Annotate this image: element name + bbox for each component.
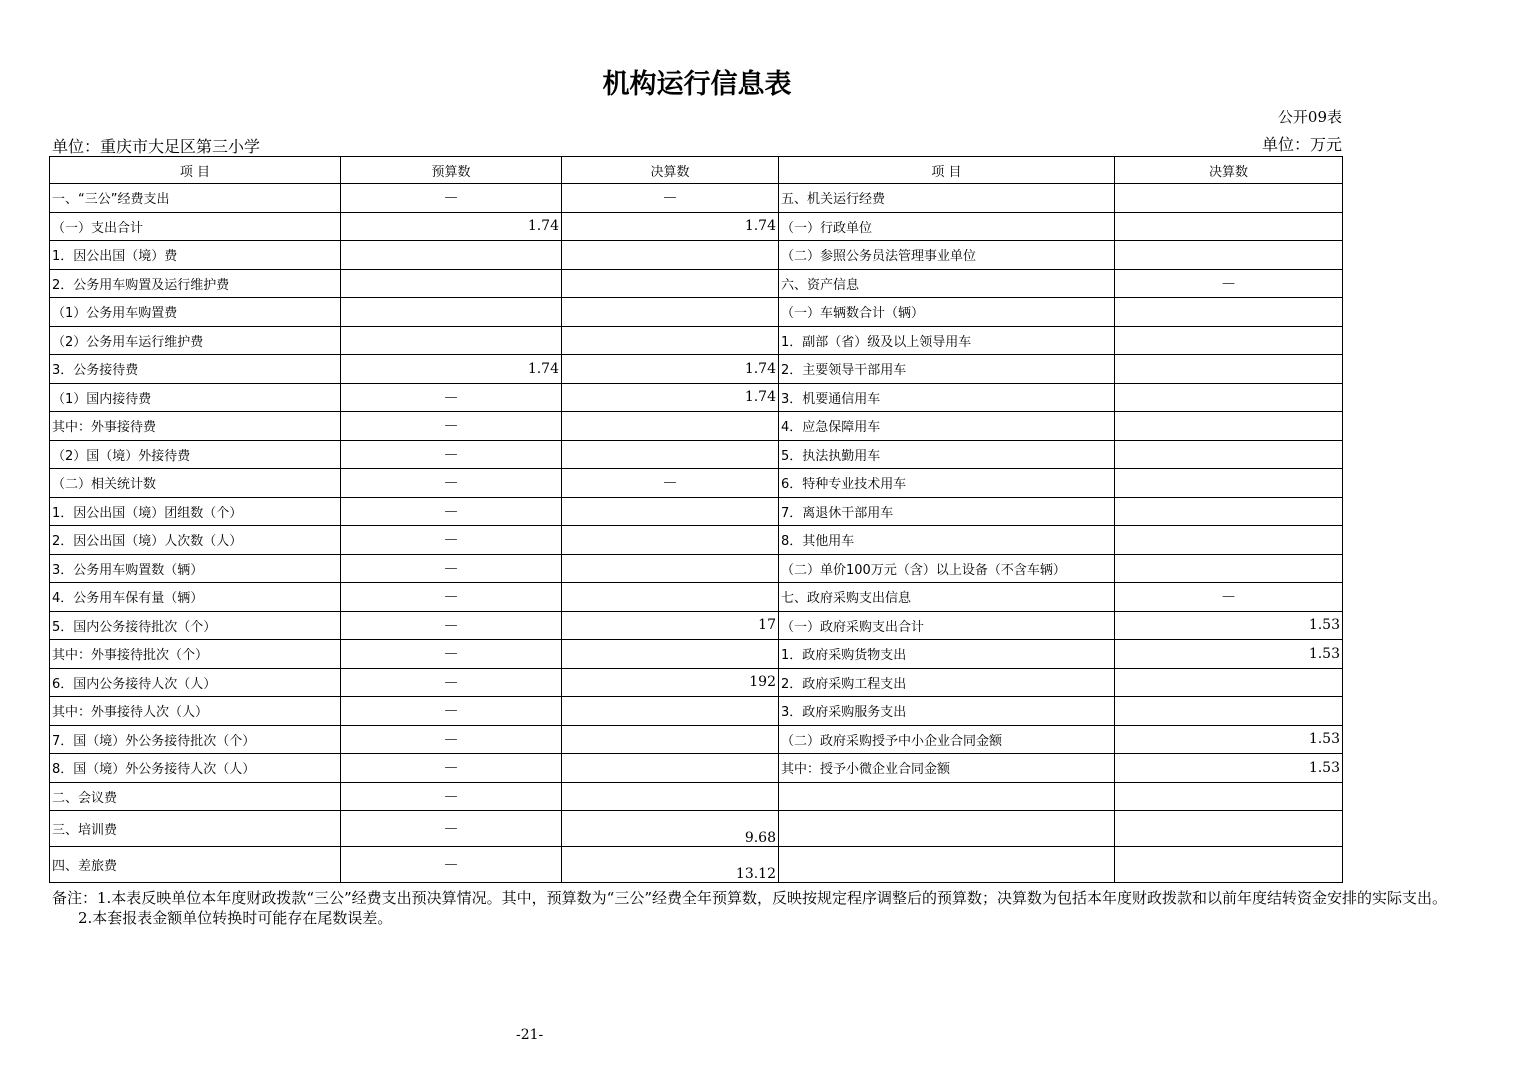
header-final-right: 决算数 bbox=[1115, 157, 1343, 184]
row-final-value: 192 bbox=[562, 668, 779, 697]
row-budget-value bbox=[341, 241, 562, 270]
table-row bbox=[50, 241, 1343, 270]
row-item-label: 1．因公出国（境）费 bbox=[50, 241, 341, 270]
row-budget-value: — bbox=[341, 497, 562, 526]
table-row bbox=[50, 298, 1343, 327]
row-final-value-right bbox=[1115, 212, 1343, 241]
row-final-value bbox=[562, 269, 779, 298]
row-item-label: （1）国内接待费 bbox=[50, 383, 341, 412]
row-item-label-right: （二）政府采购授予中小企业合同金额 bbox=[779, 725, 1115, 754]
table-row bbox=[50, 526, 1343, 555]
row-final-value bbox=[562, 640, 779, 669]
row-item-label-right: 4．应急保障用车 bbox=[779, 412, 1115, 441]
row-item-label: 其中：外事接待批次（个） bbox=[50, 640, 341, 669]
row-item-label: 三、培训费 bbox=[50, 811, 341, 847]
row-final-value-right: — bbox=[1115, 583, 1343, 612]
row-item-label-right: （二）单价100万元（含）以上设备（不含车辆） bbox=[779, 554, 1115, 583]
row-final-value bbox=[562, 697, 779, 726]
info-table bbox=[49, 156, 1343, 883]
row-item-label-right: 2．政府采购工程支出 bbox=[779, 668, 1115, 697]
row-final-value-right bbox=[1115, 440, 1343, 469]
row-budget-value: — bbox=[341, 611, 562, 640]
table-row bbox=[50, 847, 1343, 883]
row-budget-value: 1.74 bbox=[341, 212, 562, 241]
row-final-value-right bbox=[1115, 241, 1343, 270]
table-row bbox=[50, 469, 1343, 498]
header-item-right: 项 目 bbox=[779, 157, 1115, 184]
row-item-label: 4．公务用车保有量（辆） bbox=[50, 583, 341, 612]
row-item-label: （2）公务用车运行维护费 bbox=[50, 326, 341, 355]
unit-currency: 单位：万元 bbox=[1261, 135, 1342, 154]
unit-organization: 单位：重庆市大足区第三小学 bbox=[52, 137, 261, 156]
table-row bbox=[50, 811, 1343, 847]
row-final-value bbox=[562, 583, 779, 612]
row-item-label: 6．国内公务接待人次（人） bbox=[50, 668, 341, 697]
row-budget-value: — bbox=[341, 725, 562, 754]
row-budget-value: — bbox=[341, 754, 562, 783]
row-final-value-right: 1.53 bbox=[1115, 725, 1343, 754]
row-budget-value: — bbox=[341, 583, 562, 612]
row-final-value: 1.74 bbox=[562, 212, 779, 241]
table-row bbox=[50, 640, 1343, 669]
row-budget-value: — bbox=[341, 184, 562, 213]
row-final-value bbox=[562, 412, 779, 441]
row-final-value-right: 1.53 bbox=[1115, 754, 1343, 783]
row-final-value-right bbox=[1115, 811, 1343, 847]
note-2: 2.本套报表金额单位转换时可能存在尾数误差。 bbox=[78, 909, 393, 927]
table-row bbox=[50, 668, 1343, 697]
row-budget-value: — bbox=[341, 668, 562, 697]
row-item-label-right: 6．特种专业技术用车 bbox=[779, 469, 1115, 498]
table-row bbox=[50, 611, 1343, 640]
note-1: 备注：1.本表反映单位本年度财政拨款“三公”经费支出预决算情况。其中，预算数为“三公”经费全年预算数，反映按规定程序调整后的预算数；决算数为包括本年度财政拨款和以前年度结转资金安排的实际支出。 bbox=[52, 889, 1447, 907]
table-row bbox=[50, 554, 1343, 583]
table-row bbox=[50, 212, 1343, 241]
row-final-value-right bbox=[1115, 847, 1343, 883]
row-item-label: 其中：外事接待费 bbox=[50, 412, 341, 441]
table-row bbox=[50, 754, 1343, 783]
row-budget-value bbox=[341, 326, 562, 355]
row-item-label: （2）国（境）外接待费 bbox=[50, 440, 341, 469]
table-row bbox=[50, 326, 1343, 355]
row-final-value-right bbox=[1115, 668, 1343, 697]
row-final-value bbox=[562, 554, 779, 583]
row-budget-value: 1.74 bbox=[341, 355, 562, 384]
row-final-value-right bbox=[1115, 782, 1343, 811]
table-row bbox=[50, 269, 1343, 298]
row-item-label: 2．因公出国（境）人次数（人） bbox=[50, 526, 341, 555]
row-final-value bbox=[562, 782, 779, 811]
row-final-value-right bbox=[1115, 298, 1343, 327]
table-row bbox=[50, 583, 1343, 612]
row-final-value: 13.12 bbox=[562, 847, 779, 883]
row-budget-value: — bbox=[341, 640, 562, 669]
row-item-label-right: 5．执法执勤用车 bbox=[779, 440, 1115, 469]
table-row bbox=[50, 497, 1343, 526]
row-item-label-right: 1．政府采购货物支出 bbox=[779, 640, 1115, 669]
row-item-label: 5．国内公务接待批次（个） bbox=[50, 611, 341, 640]
row-item-label-right: （一）政府采购支出合计 bbox=[779, 611, 1115, 640]
row-item-label-right bbox=[779, 847, 1115, 883]
header-budget: 预算数 bbox=[341, 157, 562, 184]
row-item-label-right: 七、政府采购支出信息 bbox=[779, 583, 1115, 612]
row-item-label-right: 其中：授予小微企业合同金额 bbox=[779, 754, 1115, 783]
row-item-label: 8．国（境）外公务接待人次（人） bbox=[50, 754, 341, 783]
row-budget-value: — bbox=[341, 526, 562, 555]
row-final-value-right bbox=[1115, 497, 1343, 526]
row-final-value-right bbox=[1115, 697, 1343, 726]
table-row bbox=[50, 725, 1343, 754]
row-final-value: 17 bbox=[562, 611, 779, 640]
row-final-value bbox=[562, 440, 779, 469]
row-budget-value: — bbox=[341, 469, 562, 498]
row-item-label-right bbox=[779, 811, 1115, 847]
table-row bbox=[50, 440, 1343, 469]
row-final-value-right bbox=[1115, 469, 1343, 498]
table-row bbox=[50, 782, 1343, 811]
row-item-label: 一、“三公”经费支出 bbox=[50, 184, 341, 213]
row-item-label-right: （一）车辆数合计（辆） bbox=[779, 298, 1115, 327]
row-item-label: 其中：外事接待人次（人） bbox=[50, 697, 341, 726]
row-item-label: 7．国（境）外公务接待批次（个） bbox=[50, 725, 341, 754]
row-item-label: 二、会议费 bbox=[50, 782, 341, 811]
row-final-value bbox=[562, 298, 779, 327]
row-budget-value: — bbox=[341, 383, 562, 412]
row-item-label: 3．公务接待费 bbox=[50, 355, 341, 384]
table-row bbox=[50, 184, 1343, 213]
row-item-label-right: 3．政府采购服务支出 bbox=[779, 697, 1115, 726]
row-final-value bbox=[562, 725, 779, 754]
row-final-value bbox=[562, 526, 779, 555]
row-final-value-right: 1.53 bbox=[1115, 611, 1343, 640]
table-row bbox=[50, 697, 1343, 726]
row-final-value-right bbox=[1115, 383, 1343, 412]
row-item-label-right: （一）行政单位 bbox=[779, 212, 1115, 241]
table-header-row bbox=[50, 157, 1343, 184]
row-item-label-right: （二）参照公务员法管理事业单位 bbox=[779, 241, 1115, 270]
row-item-label-right: 五、机关运行经费 bbox=[779, 184, 1115, 213]
row-budget-value: — bbox=[341, 847, 562, 883]
table-row bbox=[50, 355, 1343, 384]
row-final-value-right bbox=[1115, 355, 1343, 384]
row-final-value-right bbox=[1115, 184, 1343, 213]
row-budget-value: — bbox=[341, 811, 562, 847]
row-final-value-right bbox=[1115, 412, 1343, 441]
row-final-value bbox=[562, 241, 779, 270]
row-item-label-right: 8．其他用车 bbox=[779, 526, 1115, 555]
row-budget-value: — bbox=[341, 412, 562, 441]
row-budget-value: — bbox=[341, 440, 562, 469]
table-number: 公开09表 bbox=[1277, 108, 1342, 126]
table-row bbox=[50, 412, 1343, 441]
row-item-label-right: 7．离退休干部用车 bbox=[779, 497, 1115, 526]
row-item-label-right: 1．副部（省）级及以上领导用车 bbox=[779, 326, 1115, 355]
notes bbox=[52, 888, 1452, 928]
row-final-value bbox=[562, 326, 779, 355]
page-title: 机构运行信息表 bbox=[602, 69, 792, 100]
row-item-label: （1）公务用车购置费 bbox=[50, 298, 341, 327]
row-final-value-right bbox=[1115, 326, 1343, 355]
row-final-value: 1.74 bbox=[562, 383, 779, 412]
row-final-value: 9.68 bbox=[562, 811, 779, 847]
row-item-label: 2．公务用车购置及运行维护费 bbox=[50, 269, 341, 298]
row-final-value-right: 1.53 bbox=[1115, 640, 1343, 669]
header-item: 项 目 bbox=[50, 157, 341, 184]
row-item-label: （一）支出合计 bbox=[50, 212, 341, 241]
row-budget-value bbox=[341, 269, 562, 298]
row-item-label: 1．因公出国（境）团组数（个） bbox=[50, 497, 341, 526]
row-item-label-right: 3．机要通信用车 bbox=[779, 383, 1115, 412]
row-budget-value: — bbox=[341, 697, 562, 726]
row-final-value-right bbox=[1115, 554, 1343, 583]
row-final-value-right: — bbox=[1115, 269, 1343, 298]
row-item-label-right: 2．主要领导干部用车 bbox=[779, 355, 1115, 384]
row-budget-value: — bbox=[341, 782, 562, 811]
row-budget-value: — bbox=[341, 554, 562, 583]
row-item-label-right bbox=[779, 782, 1115, 811]
page-number: -21- bbox=[516, 1027, 544, 1043]
row-item-label: 3．公务用车购置数（辆） bbox=[50, 554, 341, 583]
table-row bbox=[50, 383, 1343, 412]
row-final-value-right bbox=[1115, 526, 1343, 555]
row-final-value bbox=[562, 754, 779, 783]
row-final-value: 1.74 bbox=[562, 355, 779, 384]
header-final: 决算数 bbox=[562, 157, 779, 184]
row-final-value bbox=[562, 497, 779, 526]
row-item-label-right: 六、资产信息 bbox=[779, 269, 1115, 298]
row-final-value: — bbox=[562, 469, 779, 498]
row-budget-value bbox=[341, 298, 562, 327]
row-item-label: 四、差旅费 bbox=[50, 847, 341, 883]
row-item-label: （二）相关统计数 bbox=[50, 469, 341, 498]
row-final-value: — bbox=[562, 184, 779, 213]
